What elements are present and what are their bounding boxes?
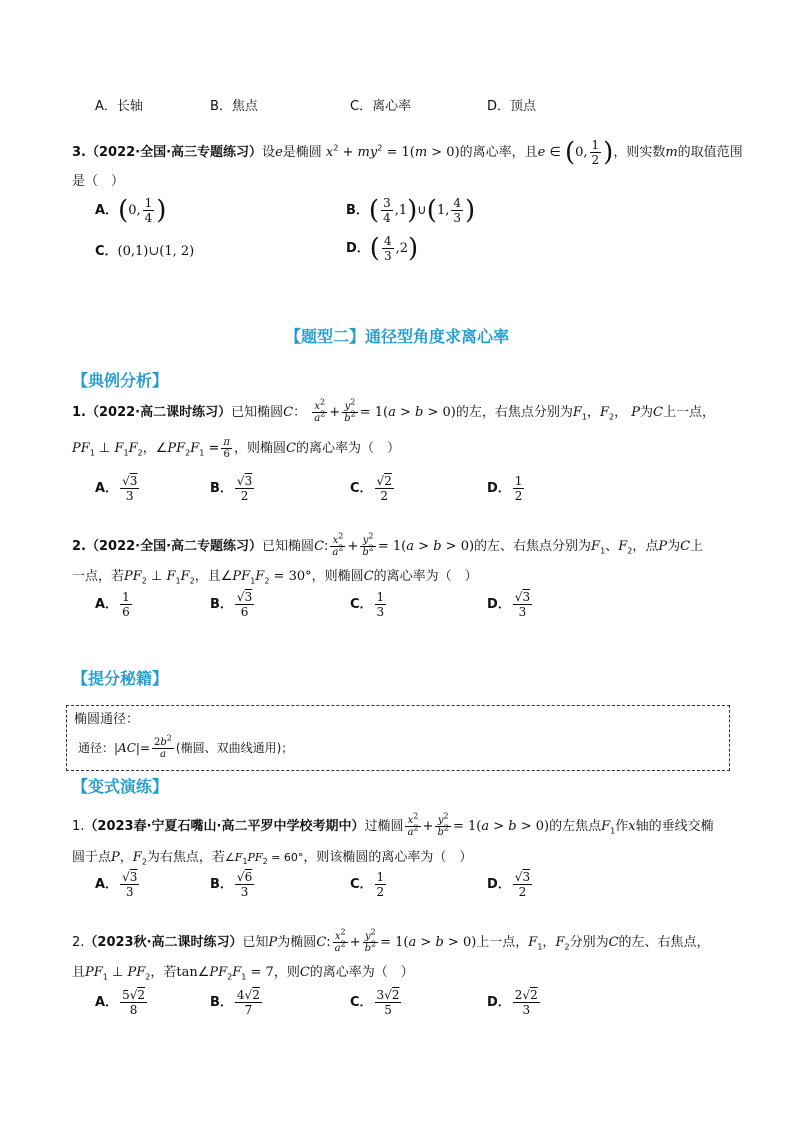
practice-1-option-c: C． $\frac{1}{2}$ <box>350 870 385 899</box>
practice-2-line1: 2.（2023秋·高二课时练习）已知P为椭圆C: $\frac{x^2}{a^2}$ + $\frac{y^2}{b^2}$ = 1(a > b > 0)上一点，$F_1$，$F_2$分别为C的左、右焦点， <box>72 927 710 954</box>
tips-heading: 【提分秘籍】 <box>72 669 169 688</box>
prev-option-b: B．焦点 <box>210 99 258 114</box>
practice-1-option-d: D． $\frac{√3}{2}$ <box>487 870 531 899</box>
prev-option-d: D．顶点 <box>487 99 537 114</box>
example-2-option-a: A． $\frac{1}{6}$ <box>95 590 130 619</box>
example-1-option-b: B． $\frac{√3}{2}$ <box>210 474 253 503</box>
practice-heading: 【变式演练】 <box>72 777 169 796</box>
example-1-option-c: C． $\frac{√2}{2}$ <box>350 474 392 503</box>
practice-2-option-a: A． $\frac{5√2}{8}$ <box>95 988 145 1017</box>
practice-1-option-b: B． $\frac{√6}{3}$ <box>210 870 253 899</box>
example-1-line1: 1.（2022·高二课时练习）已知椭圆C： $\frac{x^2}{a^2}$ + $\frac{y^2}{b^2}$ = 1(a > b > 0)的左，右焦点分别为$F_1$，$F_2$， P为C上一点， <box>72 397 715 424</box>
q3-option-d: D．( $\frac{4}{3}$ ,2) <box>346 233 419 264</box>
practice-1-line2: 圆于点P，$F_2$为右焦点，若$\angle F_1PF_2 = 60^\circ$，则该椭圆的离心率为（ ） <box>72 850 473 867</box>
prev-option-c: C．离心率 <box>350 99 412 114</box>
section-title: 【题型二】通径型角度求离心率 <box>284 327 509 346</box>
practice-1-line1: 1.（2023春·宁夏石嘴山·高二平罗中学校考期中）过椭圆 $\frac{x^2}{a^2}$ + $\frac{y^2}{b^2}$ = 1(a > b > 0)的左焦点$F_1$作x轴的垂线交椭 <box>72 811 714 838</box>
example-2-option-c: C． $\frac{1}{3}$ <box>350 590 385 619</box>
tips-line-1: 椭圆通径： <box>74 712 140 727</box>
example-1-line2: $PF_1$ ⊥ $F_1F_2$，$\angle PF_2F_1$ = $\frac{\pi}{6}$ ，则椭圆C的离心率为（ ） <box>72 437 400 460</box>
prev-option-a: A．长轴 <box>95 99 143 114</box>
example-2-line1: 2.（2022·全国·高二专题练习）已知椭圆C: $\frac{x^2}{a^2}$ + $\frac{y^2}{b^2}$ = 1(a > b > 0)的左、右焦点分别为$F_1$、$F_2$，点P为C上 <box>72 531 704 558</box>
tips-line-2: 通径：|AC|= $\frac{2b^2}{a}$ (椭圆、双曲线通用)； <box>78 733 294 760</box>
practice-2-option-d: D． $\frac{2√2}{3}$ <box>487 988 538 1017</box>
example-heading: 【典例分析】 <box>72 371 169 390</box>
example-1-option-a: A． $\frac{√3}{3}$ <box>95 474 138 503</box>
question-3-line1: 3.（2022·全国·高三专题练习）设e是椭圆 $x^2 + my^2 = 1(m > 0)$的离心率，且e ∈ (0, $\frac{1}{2}$ )，则实数m的取值范围 <box>72 137 743 168</box>
example-2-line2: 一点，若$PF_2$ ⊥ $F_1F_2$，且$\angle PF_1F_2 = 30^\circ$，则椭圆C的离心率为（ ） <box>72 569 478 586</box>
practice-2-option-c: C． $\frac{3√2}{5}$ <box>350 988 400 1017</box>
q3-option-c: C．(0,1)∪(1, 2) <box>95 244 195 259</box>
q3-option-a: A．(0, $\frac{1}{4}$ ) <box>95 195 167 226</box>
question-3-line2: 是（ ） <box>72 174 125 189</box>
q3-option-b: B．( $\frac{3}{4}$ ,1)∪(1, $\frac{4}{3}$ ) <box>346 195 476 226</box>
practice-2-option-b: B． $\frac{4√2}{7}$ <box>210 988 260 1017</box>
example-1-option-d: D． $\frac{1}{2}$ <box>487 474 523 503</box>
practice-1-option-a: A． $\frac{√3}{3}$ <box>95 870 138 899</box>
practice-2-line2: 且$PF_1$ ⊥ $PF_2$，若$\tan\angle PF_2F_1 = 7$，则C的离心率为（ ） <box>72 965 414 982</box>
example-2-option-d: D． $\frac{√3}{3}$ <box>487 590 531 619</box>
example-2-option-b: B． $\frac{√3}{6}$ <box>210 590 253 619</box>
